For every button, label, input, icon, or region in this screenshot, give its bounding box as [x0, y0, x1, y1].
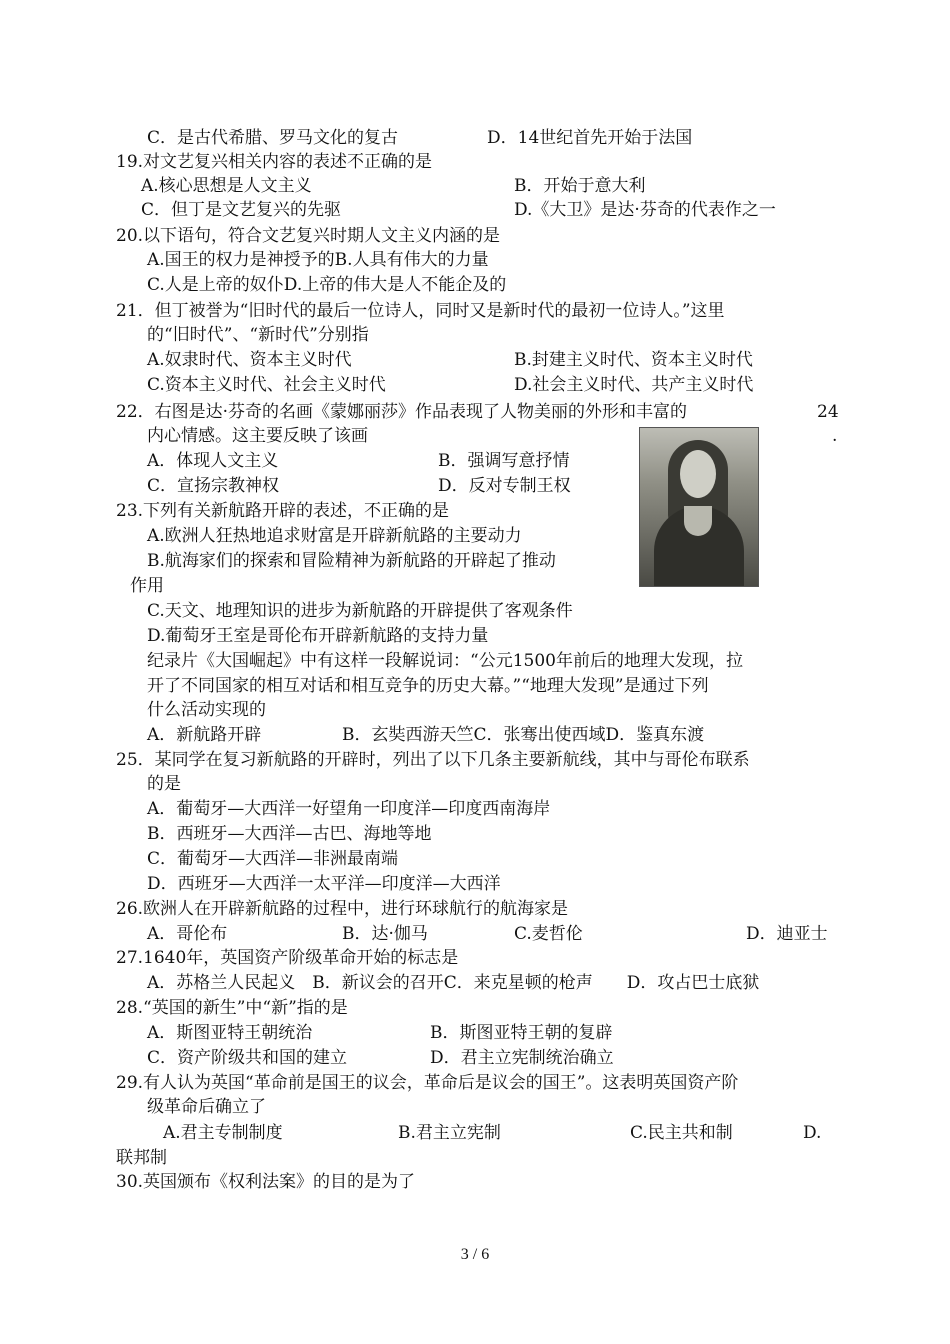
page-number: 3 / 6 [460, 1246, 490, 1263]
text-line: A.欧洲人狂热地追求财富是开辟新航路的主要动力 [147, 526, 522, 546]
text-line: A．斯图亚特王朝统治 [147, 1023, 313, 1043]
text-line: 28.“英国的新生”中“新”指的是 [116, 998, 348, 1018]
text-line: C．宣扬宗教神权 [147, 476, 280, 496]
text-line: C.民主共和制 [630, 1123, 733, 1143]
text-line: 29.有人认为英国“革命前是国王的议会，革命后是议会的国王”。这表明英国资产阶 [116, 1073, 739, 1093]
text-line: D．14世纪首先开始于法国 [487, 128, 693, 148]
text-line: C．资产阶级共和国的建立 [147, 1048, 348, 1068]
text-line: A．体现人文主义 [147, 451, 279, 471]
text-line: B．达·伽马 [342, 924, 428, 944]
text-line: A．新航路开辟 [147, 725, 262, 745]
mona-lisa-image [639, 427, 759, 587]
text-line: 21．但丁被誉为“旧时代的最后一位诗人，同时又是新时代的最初一位诗人。”这里 [116, 301, 725, 321]
text-line: 级革命后确立了 [147, 1097, 266, 1117]
text-line: A.核心思想是人文主义 [141, 176, 312, 196]
text-line: A.奴隶时代、资本主义时代 [147, 350, 352, 370]
text-line: D. [803, 1123, 822, 1143]
text-line: A．哥伦布 [147, 924, 228, 944]
text-line: 23.下列有关新航路开辟的表述，不正确的是 [116, 501, 450, 521]
text-line: 26.欧洲人在开辟新航路的过程中，进行环球航行的航海家是 [116, 899, 569, 919]
text-line: 什么活动实现的 [147, 700, 266, 720]
text-line: B．强调写意抒情 [438, 451, 570, 471]
text-line: A．葡萄牙—大西洋一好望角一印度洋—印度西南海岸 [147, 799, 551, 819]
text-line: C.麦哲伦 [514, 924, 583, 944]
text-line: D．君主立宪制统治确立 [430, 1048, 614, 1068]
text-line: D.社会主义时代、共产主义时代 [514, 375, 754, 395]
text-line: C．但丁是文艺复兴的先驱 [141, 200, 342, 220]
text-line: . [832, 426, 838, 446]
text-line: B.航海家们的探索和冒险精神为新航路的开辟起了推动 [147, 551, 556, 571]
text-line: 19.对文艺复兴相关内容的表述不正确的是 [116, 152, 433, 172]
text-line: A．苏格兰人民起义 B．新议会的召开C．来克星顿的枪声 D．攻占巴士底狱 [147, 973, 760, 993]
text-line: A.君主专制制度 [163, 1123, 283, 1143]
text-line: C．葡萄牙—大西洋—非洲最南端 [147, 849, 399, 869]
text-line: 纪录片《大国崛起》中有这样一段解说词：“公元1500年前后的地理大发现，拉 [147, 651, 743, 671]
text-line: 27.1640年，英国资产阶级革命开始的标志是 [116, 948, 459, 968]
text-line: 24 [817, 402, 839, 422]
text-line: 22．右图是达·芬奇的名画《蒙娜丽莎》作品表现了人物美丽的外形和丰富的 [116, 402, 688, 422]
text-line: B．开始于意大利 [514, 176, 646, 196]
text-line: D.葡萄牙王室是哥伦布开辟新航路的支持力量 [147, 626, 489, 646]
text-line: B．西班牙—大西洋—古巴、海地等地 [147, 824, 432, 844]
text-line: 20.以下语句，符合文艺复兴时期人文主义内涵的是 [116, 226, 501, 246]
text-line: 的“旧时代”、“新时代”分别指 [147, 325, 369, 345]
text-line: D．反对专制王权 [438, 476, 571, 496]
text-line: C．是古代希腊、罗马文化的复古 [147, 128, 399, 148]
text-line: B.封建主义时代、资本主义时代 [514, 350, 753, 370]
text-line: D.《大卫》是达·芬奇的代表作之一 [514, 200, 776, 220]
text-line: 25．某同学在复习新航路的开辟时，列出了以下几条主要新航线，其中与哥伦布联系 [116, 750, 750, 770]
text-line: A.国王的权力是神授予的B.人具有伟大的力量 [147, 250, 489, 270]
text-line: B．玄奘西游天竺C．张骞出使西域D．鉴真东渡 [342, 725, 705, 745]
text-line: 的是 [147, 774, 181, 794]
text-line: 30.英国颁布《权利法案》的目的是为了 [116, 1172, 416, 1192]
text-line: C.资本主义时代、社会主义时代 [147, 375, 386, 395]
text-line: 开了不同国家的相互对话和相互竞争的历史大幕。”“地理大发现”是通过下列 [147, 676, 709, 696]
text-line: C.天文、地理知识的进步为新航路的开辟提供了客观条件 [147, 601, 573, 621]
text-line: D．西班牙—大西洋一太平洋—印度洋—大西洋 [147, 874, 501, 894]
text-line: D．迪亚士 [746, 924, 828, 944]
text-line: 作用 [130, 576, 164, 596]
text-line: 内心情感。这主要反映了该画 [147, 426, 368, 446]
text-line: C.人是上帝的奴仆D.上帝的伟大是人不能企及的 [147, 275, 507, 295]
text-line: 联邦制 [116, 1148, 167, 1168]
text-line: B．斯图亚特王朝的复辟 [430, 1023, 613, 1043]
text-line: B.君主立宪制 [398, 1123, 501, 1143]
